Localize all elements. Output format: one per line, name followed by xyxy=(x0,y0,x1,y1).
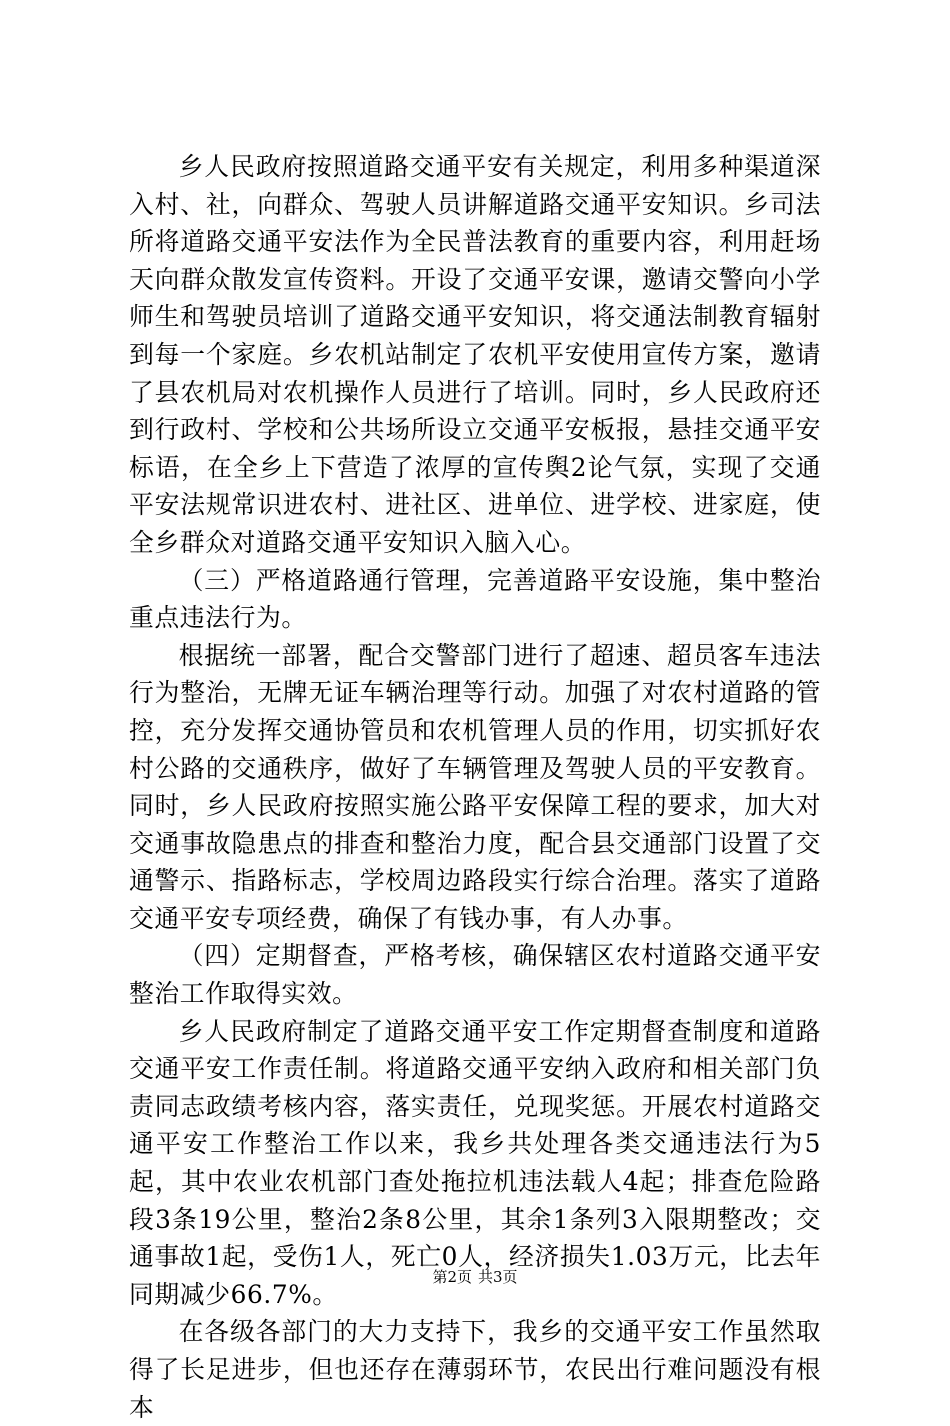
paragraph-conclusion: 在各级各部门的大力支持下，我乡的交通平安工作虽然取得了长足进步，但也还存在薄弱环节，农民出行难问题没有根本 xyxy=(129,1317,821,1422)
document-body xyxy=(129,148,821,1426)
section-heading-three: （三）严格道路通行管理，完善道路平安设施，集中整治重点违法行为。 xyxy=(129,565,821,633)
page-number: 第2页 xyxy=(432,1268,472,1286)
section-heading-four: （四）定期督查，严格考核，确保辖区农村道路交通平安整治工作取得实效。 xyxy=(129,941,821,1009)
page-total: 共3页 xyxy=(478,1268,518,1286)
paragraph-road-management: 根据统一部署，配合交警部门进行了超速、超员客车违法行为整治，无牌无证车辆治理等行动。加强了对农村道路的管控，充分发挥交通协管员和农机管理人员的作用，切实抓好农村公路的交通秩序，做好了车辆管理及驾驶人员的平安教育。同时，乡人民政府按照实施公路平安保障工程的要求，加大对交通事故隐患点的排查和整治力度，配合县交通部门设置了交通警示、指路标志，学校周边路段实行综合治理。落实了道路交通平安专项经费，确保了有钱办事，有人办事。 xyxy=(129,640,821,933)
page-footer xyxy=(0,1267,950,1287)
paragraph-supervision: 乡人民政府制定了道路交通平安工作定期督查制度和道路交通平安工作责任制。将道路交通平安纳入政府和相关部门负责同志政绩考核内容，落实责任，兑现奖惩。开展农村道路交通平安工作整治工作以来，我乡共处理各类交通违法行为5起，其中农业农机部门查处拖拉机违法载人4起；排查危险路段3条19公里，整治2条8公里，其余1条列3入限期整改；交通事故1起，受伤1人，死亡0人，经济损失1.03万元，比去年同期减少66.7%。 xyxy=(129,1016,821,1309)
paragraph-publicity: 乡人民政府按照道路交通平安有关规定，利用多种渠道深入村、社，向群众、驾驶人员讲解道路交通平安知识。乡司法所将道路交通平安法作为全民普法教育的重要内容，利用赶场天向群众散发宣传资料。开设了交通平安课，邀请交警向小学师生和驾驶员培训了道路交通平安知识，将交通法制教育辐射到每一个家庭。乡农机站制定了农机平安使用宣传方案，邀请了县农机局对农机操作人员进行了培训。同时，乡人民政府还到行政村、学校和公共场所设立交通平安板报，悬挂交通平安标语，在全乡上下营造了浓厚的宣传舆2论气氛，实现了交通平安法规常识进农村、进社区、进单位、进学校、进家庭，使全乡群众对道路交通平安知识入脑入心。 xyxy=(129,152,821,557)
